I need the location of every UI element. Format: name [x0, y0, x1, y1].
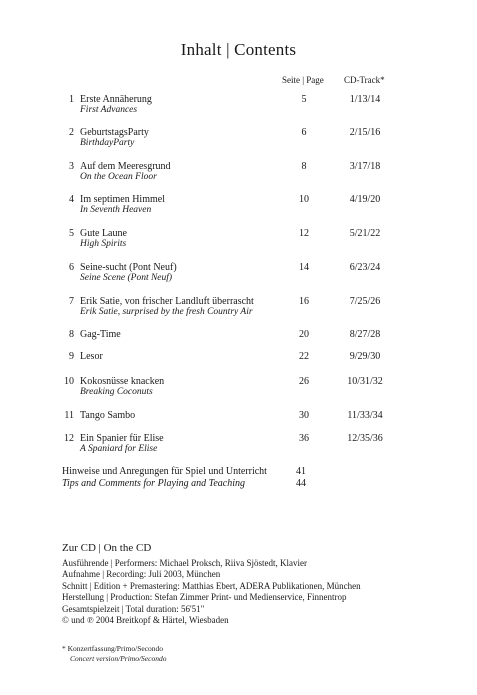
entry-title-en: First Advances — [80, 105, 138, 115]
entry-title-en: A Spaniard for Elise — [80, 444, 158, 454]
entry-page: 6 — [301, 127, 307, 138]
entry-title-de: Kokosnüsse knacken — [80, 376, 165, 387]
entry-page: 22 — [299, 351, 309, 362]
entry-title-de: Erik Satie, von frischer Landluft überrascht — [80, 296, 254, 307]
entry-cd-track: 9/29/30 — [349, 351, 381, 362]
entry-title-en: Breaking Coconuts — [80, 387, 153, 397]
cd-info-edition: Schnitt | Edition + Premastering: Matthias Ebert, ADERA Publikationen, München — [62, 580, 361, 591]
entry-page: 26 — [299, 376, 309, 387]
entry-cd-track: 5/21/22 — [349, 228, 381, 239]
notes-page-en: 44 — [296, 478, 306, 489]
entry-number: 8 — [69, 329, 74, 340]
entry-title-de: Gute Laune — [80, 228, 127, 239]
entry-number: 2 — [69, 127, 74, 138]
entry-title-de: Im septimen Himmel — [80, 194, 165, 205]
page-column-header: Seite | Page — [282, 75, 324, 85]
entry-number: 7 — [69, 296, 74, 307]
entry-title-en: BirthdayParty — [80, 138, 135, 148]
cd-info-performers: Ausführende | Performers: Michael Proksch, Riiva Sjöstedt, Klavier — [62, 557, 307, 568]
entry-title-de: Ein Spanier für Elise — [80, 433, 164, 444]
entry-number: 5 — [69, 228, 74, 239]
entry-title-de: Gag-Time — [80, 329, 121, 340]
entry-cd-track: 4/19/20 — [349, 194, 381, 205]
notes-entry — [62, 466, 267, 490]
entry-title-de: GeburtstagsParty — [80, 127, 149, 138]
entry-cd-track: 2/15/16 — [349, 127, 381, 138]
notes-title-de: Hinweise und Anregungen für Spiel und Unterricht — [62, 466, 267, 477]
entry-title-en: On the Ocean Floor — [80, 172, 157, 182]
entry-cd-track: 6/23/24 — [349, 262, 381, 273]
entry-page: 5 — [301, 94, 307, 105]
notes-pages — [296, 466, 306, 490]
entry-cd-track: 3/17/18 — [349, 161, 381, 172]
entry-title-de: Erste Annäherung — [80, 94, 152, 105]
entry-cd-track: 8/27/28 — [349, 329, 381, 340]
notes-page-de: 41 — [296, 466, 306, 477]
entry-page: 36 — [299, 433, 309, 444]
cd-info-recording: Aufnahme | Recording: Juli 2003, München — [62, 569, 221, 579]
cd-info-production: Herstellung | Production: Stefan Zimmer Print- und Medienservice, Finnentrop — [62, 592, 347, 602]
entry-page: 14 — [299, 262, 309, 273]
cd-info-duration: Gesamtspielzeit | Total duration: 56'51" — [62, 603, 205, 614]
entry-page: 12 — [299, 228, 309, 239]
page-title: Inhalt | Contents — [180, 40, 297, 59]
entry-cd-track: 12/35/36 — [347, 433, 383, 444]
entry-number: 1 — [69, 94, 74, 105]
cd-info-copyright: © und ℗ 2004 Breitkopf & Härtel, Wiesbaden — [62, 615, 229, 625]
entry-title-de: Seine-sucht (Pont Neuf) — [80, 262, 177, 273]
entry-number: 10 — [64, 376, 74, 387]
entry-number: 6 — [69, 262, 74, 273]
entry-title-en: High Spirits — [80, 239, 127, 249]
entry-number: 3 — [69, 161, 74, 172]
entry-cd-track: 11/33/34 — [347, 410, 383, 421]
entry-title-en: Erik Satie, surprised by the fresh Country Air — [80, 307, 253, 317]
entry-page: 16 — [299, 296, 309, 307]
entry-page: 10 — [299, 194, 309, 205]
entry-number: 4 — [69, 194, 74, 205]
footnote — [62, 644, 166, 664]
cd-info-heading: Zur CD | On the CD — [62, 542, 152, 554]
entry-title-de: Lesor — [80, 351, 103, 362]
entry-cd-track: 10/31/32 — [347, 376, 383, 387]
footnote-en: Concert version/Primo/Secondo — [70, 654, 167, 663]
entry-number: 9 — [69, 351, 74, 362]
entry-title-en: Seine Scene (Pont Neuf) — [80, 273, 173, 283]
entry-cd-track: 1/13/14 — [349, 94, 381, 105]
cd-info — [62, 543, 361, 627]
entry-title-de: Auf dem Meeresgrund — [80, 161, 171, 172]
notes-title-en: Tips and Comments for Playing and Teaching — [62, 478, 245, 489]
entry-title-en: In Seventh Heaven — [80, 205, 152, 215]
entry-cd-track: 7/25/26 — [349, 296, 381, 307]
footnote-de: * Konzertfassung/Primo/Secondo — [62, 644, 164, 653]
entry-number: 12 — [64, 433, 74, 444]
entry-page: 30 — [299, 410, 309, 421]
entry-page: 8 — [301, 161, 307, 172]
entry-number: 11 — [64, 410, 74, 421]
entry-title-de: Tango Sambo — [80, 410, 136, 421]
entry-page: 20 — [299, 329, 309, 340]
cd-track-column-header: CD-Track* — [344, 75, 385, 85]
